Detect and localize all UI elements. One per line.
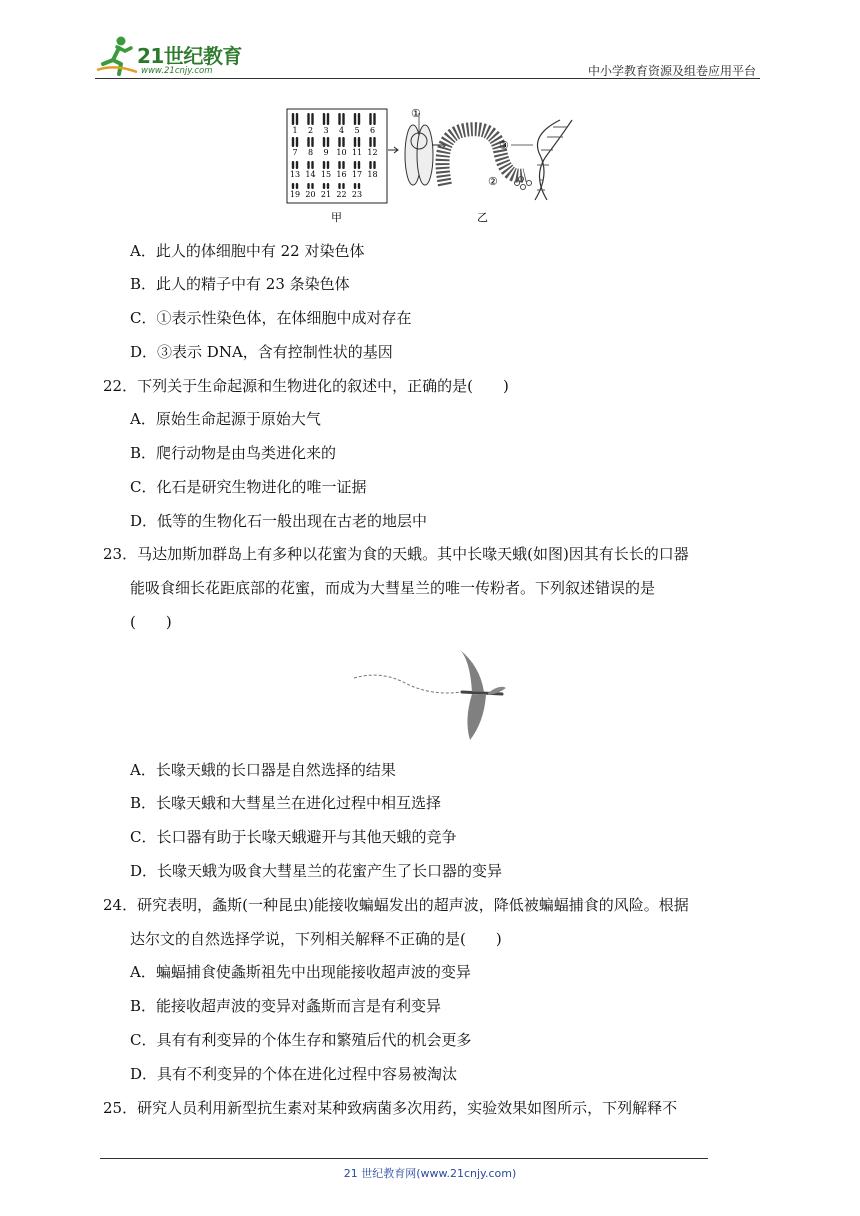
karyotype-number: 2 xyxy=(307,126,314,135)
platform-title: 中小学教育资源及组卷应用平台 xyxy=(587,64,756,78)
karyotype-chromosome xyxy=(311,161,313,169)
chromosome-figure xyxy=(285,105,585,225)
karyotype-number: 5 xyxy=(354,126,360,135)
karyotype-number: 3 xyxy=(323,126,329,135)
label-yi: 乙 xyxy=(477,211,488,224)
karyotype-chromosome xyxy=(296,113,298,125)
karyotype-chromosome xyxy=(342,137,344,147)
karyotype-chromosome xyxy=(369,137,371,147)
karyotype-number: 6 xyxy=(369,126,376,135)
karyotype-chromosome xyxy=(354,113,356,125)
karyotype-chromosome xyxy=(296,161,298,169)
karyotype-chromosome xyxy=(373,113,375,125)
q22-option-c: C．化石是研究生物进化的唯一证据 xyxy=(130,478,367,496)
karyotype-chromosome xyxy=(338,183,340,189)
karyotype-chromosome xyxy=(292,161,294,169)
karyotype-number: 22 xyxy=(336,190,347,199)
karyotype-chromosome xyxy=(354,161,356,169)
q25-stem: 25．研究人员利用新型抗生素对某种致病菌多次用药，实验效果如图所示，下列解释不 xyxy=(103,1099,678,1117)
karyotype-chromosome xyxy=(327,113,329,125)
karyotype-chromosome xyxy=(292,183,294,189)
q23-option-c: C．长口器有助于长喙天蛾避开与其他天蛾的竞争 xyxy=(130,828,457,846)
karyotype-chromosome xyxy=(311,137,313,147)
karyotype-chromosome xyxy=(307,113,309,125)
karyotype-chromosome xyxy=(338,161,340,169)
q21-option-b: B．此人的精子中有 23 条染色体 xyxy=(130,275,350,293)
karyotype-chromosome xyxy=(311,183,313,189)
karyotype-number: 8 xyxy=(307,148,314,157)
karyotype-number: 12 xyxy=(367,148,378,157)
karyotype-chromosome xyxy=(338,113,340,125)
karyotype-chromosome xyxy=(292,137,294,147)
karyotype-number: 18 xyxy=(367,170,378,179)
logo xyxy=(95,34,275,78)
karyotype-number: 14 xyxy=(305,170,316,179)
q21-option-d: D．③表示 DNA，含有控制性状的基因 xyxy=(130,343,393,361)
q22-option-b: B．爬行动物是由鸟类进化来的 xyxy=(130,444,337,462)
karyotype-chromosome xyxy=(373,161,375,169)
footer-text: 21 世纪教育网(www.21cnjy.com) xyxy=(343,1167,517,1180)
q22-option-a: A．原始生命起源于原始大气 xyxy=(130,410,321,428)
q23-stem-line1: 23．马达加斯加群岛上有多种以花蜜为食的天蛾。其中长喙天蛾(如图)因其有长长的口器 xyxy=(103,545,689,563)
karyotype-number: 21 xyxy=(320,190,332,199)
label-jia: 甲 xyxy=(331,211,342,224)
page-header xyxy=(95,30,760,82)
karyotype-chromosome xyxy=(373,137,375,147)
q23-stem-line2: 能吸食细长花距底部的花蜜，而成为大彗星兰的唯一传粉者。下列叙述错误的是 xyxy=(130,579,656,597)
q22-stem: 22．下列关于生命起源和生物进化的叙述中，正确的是( ) xyxy=(103,377,509,395)
moth-figure xyxy=(352,648,508,742)
q24-option-d: D．具有不利变异的个体在进化过程中容易被淘汰 xyxy=(130,1065,458,1083)
karyotype-chromosome xyxy=(323,113,325,125)
karyotype-chromosome xyxy=(327,137,329,147)
karyotype-number: 15 xyxy=(320,170,332,179)
karyotype-chromosome xyxy=(358,183,360,189)
karyotype-number: 20 xyxy=(305,190,316,199)
karyotype-chromosome xyxy=(327,161,329,169)
karyotype-chromosome xyxy=(354,183,356,189)
runner-logo-icon xyxy=(95,34,139,78)
logo-text: 21世纪教育 xyxy=(137,44,242,68)
karyotype-number: 7 xyxy=(292,148,298,157)
karyotype-chromosome xyxy=(307,183,309,189)
logo-url: www.21cnjy.com xyxy=(141,66,213,76)
karyotype-chromosome xyxy=(307,161,309,169)
karyotype-number: 4 xyxy=(338,126,345,135)
karyotype-chromosome xyxy=(307,137,309,147)
karyotype-chromosome xyxy=(342,161,344,169)
mark-2: ② xyxy=(488,175,498,188)
q22-option-d: D．低等的生物化石一般出现在古老的地层中 xyxy=(130,512,428,530)
karyotype-chromosome xyxy=(311,113,313,125)
karyotype-number: 1 xyxy=(292,126,298,135)
karyotype-chromosome xyxy=(358,137,360,147)
karyotype-number: 16 xyxy=(336,170,347,179)
karyotype-chromosome xyxy=(338,137,340,147)
karyotype-chromosome xyxy=(292,113,294,125)
karyotype-number: 10 xyxy=(336,148,347,157)
karyotype-chromosome xyxy=(323,137,325,147)
karyotype-chromosome xyxy=(369,161,371,169)
q24-stem-line2: 达尔文的自然选择学说，下列相关解释不正确的是( ) xyxy=(130,930,502,948)
karyotype-number: 17 xyxy=(351,170,363,179)
karyotype-chromosome xyxy=(354,137,356,147)
karyotype-chromosome xyxy=(358,113,360,125)
karyotype-chromosome xyxy=(323,183,325,189)
q23-option-a: A．长喙天蛾的长口器是自然选择的结果 xyxy=(130,761,396,779)
karyotype-number: 9 xyxy=(323,148,329,157)
karyotype-chromosome xyxy=(327,183,329,189)
hawk-moth-image xyxy=(352,648,508,742)
mark-3: ③ xyxy=(499,139,509,152)
mark-1: ① xyxy=(411,107,421,120)
footer-divider xyxy=(100,1158,708,1159)
karyotype-chromosome xyxy=(342,183,344,189)
karyotype-chromosome xyxy=(369,113,371,125)
karyotype-chromosome xyxy=(323,161,325,169)
chromosome-diagram xyxy=(285,105,585,225)
q21-option-a: A．此人的体细胞中有 22 对染色体 xyxy=(130,242,365,260)
karyotype-number: 23 xyxy=(351,190,363,199)
q21-option-c: C．①表示性染色体，在体细胞中成对存在 xyxy=(130,309,412,327)
header-divider xyxy=(95,78,760,79)
q23-stem-line3: ( ) xyxy=(130,613,172,631)
karyotype-number: 11 xyxy=(351,148,363,157)
karyotype-number: 13 xyxy=(289,170,301,179)
q24-stem-line1: 24．研究表明，螽斯(一种昆虫)能接收蝙蝠发出的超声波，降低被蝙蝠捕食的风险。根据 xyxy=(103,896,689,914)
q24-option-b: B．能接收超声波的变异对螽斯而言是有利变异 xyxy=(130,997,442,1015)
karyotype-chromosome xyxy=(296,137,298,147)
karyotype-chromosome xyxy=(296,183,298,189)
karyotype-chromosome xyxy=(342,113,344,125)
q24-option-c: C．具有有利变异的个体生存和繁殖后代的机会更多 xyxy=(130,1031,472,1049)
q23-option-b: B．长喙天蛾和大彗星兰在进化过程中相互选择 xyxy=(130,794,442,812)
karyotype-number: 19 xyxy=(289,190,301,199)
q24-option-a: A．蝙蝠捕食使螽斯祖先中出现能接收超声波的变异 xyxy=(130,963,471,981)
karyotype-chromosome xyxy=(358,161,360,169)
q23-option-d: D．长喙天蛾为吸食大彗星兰的花蜜产生了长口器的变异 xyxy=(130,862,503,880)
